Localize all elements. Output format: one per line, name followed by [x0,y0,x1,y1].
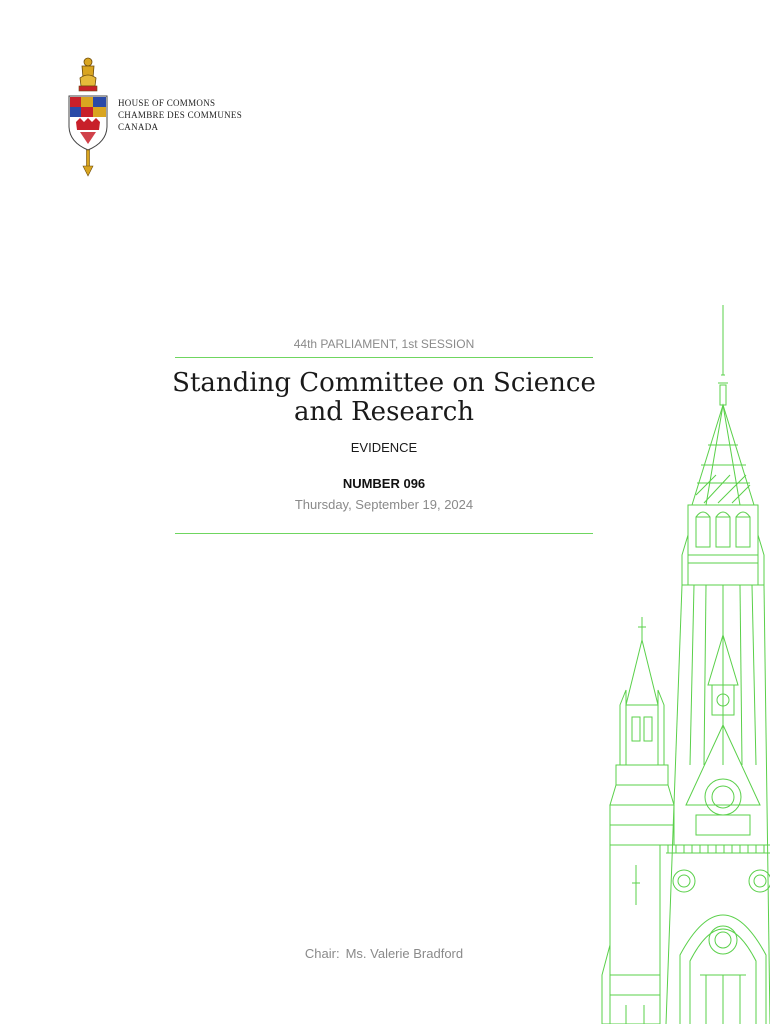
meeting-date: Thursday, September 19, 2024 [294,497,474,512]
peace-tower-illustration [596,305,770,1024]
chair-name: Ms. Valerie Bradford [345,946,464,961]
top-divider [175,357,593,358]
bottom-divider [175,533,593,534]
house-of-commons-crest-icon [66,56,114,178]
chair-line [175,946,593,961]
house-of-commons-logo [66,56,266,178]
document-number: NUMBER 096 [342,476,426,491]
organization-name [118,97,242,133]
org-line-english: HOUSE OF COMMONS [118,98,216,108]
chair-label: Chair: [304,946,340,961]
org-line-country: CANADA [118,122,159,132]
session-label: 44th PARLIAMENT, 1st SESSION [293,337,475,351]
document-type: EVIDENCE [350,440,418,455]
org-line-french: CHAMBRE DES COMMUNES [118,110,243,120]
committee-title: Standing Committee on Science and Research [172,368,596,427]
